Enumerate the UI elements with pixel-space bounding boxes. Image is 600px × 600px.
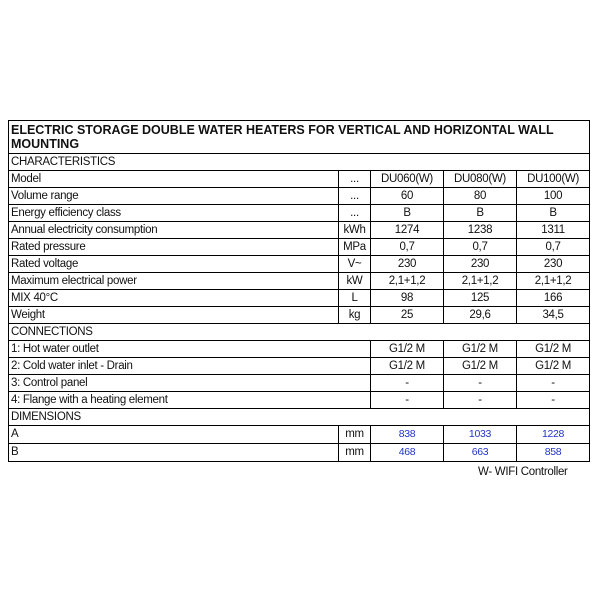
cell-du060: DU060(W) xyxy=(371,171,444,188)
dimensions-heading: DIMENSIONS xyxy=(9,409,590,426)
wifi-footnote: W- WIFI Controller xyxy=(478,466,568,478)
cell-du100: 100 xyxy=(517,188,590,205)
row-label: Rated pressure xyxy=(9,239,339,256)
row-label: 2: Cold water inlet - Drain xyxy=(9,358,371,375)
cell-du080: 1033 xyxy=(444,426,517,444)
table-title: ELECTRIC STORAGE DOUBLE WATER HEATERS FOR VERTICAL AND HORIZONTAL WALL MOUNTING xyxy=(9,121,590,154)
table-row xyxy=(9,290,590,307)
table-row xyxy=(9,239,590,256)
table-row xyxy=(9,222,590,239)
row-label: 1: Hot water outlet xyxy=(9,341,371,358)
row-unit: L xyxy=(339,290,371,307)
cell-du100: 230 xyxy=(517,256,590,273)
row-unit: kW xyxy=(339,273,371,290)
cell-du100: 166 xyxy=(517,290,590,307)
cell-du100: G1/2 M xyxy=(517,341,590,358)
row-label: Volume range xyxy=(9,188,339,205)
row-label: Maximum electrical power xyxy=(9,273,339,290)
row-label: MIX 40°C xyxy=(9,290,339,307)
section-header xyxy=(9,154,590,171)
cell-du060: 1274 xyxy=(371,222,444,239)
spec-sheet xyxy=(8,120,589,462)
cell-du060: - xyxy=(371,375,444,392)
cell-du100: 34,5 xyxy=(517,307,590,324)
row-unit: ... xyxy=(339,188,371,205)
spec-table xyxy=(8,120,590,462)
cell-du060: 0,7 xyxy=(371,239,444,256)
cell-du100: 858 xyxy=(517,444,590,462)
cell-du080: 125 xyxy=(444,290,517,307)
table-row xyxy=(9,205,590,222)
table-row xyxy=(9,171,590,188)
row-unit: kWh xyxy=(339,222,371,239)
cell-du060: 838 xyxy=(371,426,444,444)
table-row xyxy=(9,273,590,290)
cell-du060: 25 xyxy=(371,307,444,324)
cell-du100: 2,1+1,2 xyxy=(517,273,590,290)
cell-du060: G1/2 M xyxy=(371,341,444,358)
cell-du080: 2,1+1,2 xyxy=(444,273,517,290)
cell-du100: DU100(W) xyxy=(517,171,590,188)
row-label: B xyxy=(9,444,339,462)
title-row xyxy=(9,121,590,154)
row-label: A xyxy=(9,426,339,444)
cell-du060: - xyxy=(371,392,444,409)
row-label: 3: Control panel xyxy=(9,375,371,392)
row-unit: ... xyxy=(339,205,371,222)
cell-du060: 468 xyxy=(371,444,444,462)
table-row xyxy=(9,341,590,358)
table-row xyxy=(9,444,590,462)
cell-du100: 1228 xyxy=(517,426,590,444)
row-unit: kg xyxy=(339,307,371,324)
characteristics-heading: CHARACTERISTICS xyxy=(9,154,590,171)
row-unit: mm xyxy=(339,426,371,444)
row-unit: mm xyxy=(339,444,371,462)
cell-du080: 663 xyxy=(444,444,517,462)
cell-du080: 230 xyxy=(444,256,517,273)
section-header xyxy=(9,324,590,341)
table-row xyxy=(9,426,590,444)
cell-du080: DU080(W) xyxy=(444,171,517,188)
row-label: Rated voltage xyxy=(9,256,339,273)
cell-du100: - xyxy=(517,375,590,392)
cell-du080: 0,7 xyxy=(444,239,517,256)
cell-du100: - xyxy=(517,392,590,409)
cell-du080: - xyxy=(444,392,517,409)
cell-du080: - xyxy=(444,375,517,392)
cell-du060: 60 xyxy=(371,188,444,205)
row-unit: V~ xyxy=(339,256,371,273)
section-header xyxy=(9,409,590,426)
row-label: Model xyxy=(9,171,339,188)
cell-du080: G1/2 M xyxy=(444,341,517,358)
table-row xyxy=(9,256,590,273)
cell-du100: 1311 xyxy=(517,222,590,239)
cell-du060: 98 xyxy=(371,290,444,307)
cell-du100: 0,7 xyxy=(517,239,590,256)
cell-du060: G1/2 M xyxy=(371,358,444,375)
table-row xyxy=(9,375,590,392)
row-unit: ... xyxy=(339,171,371,188)
cell-du060: 230 xyxy=(371,256,444,273)
cell-du080: 1238 xyxy=(444,222,517,239)
cell-du080: 80 xyxy=(444,188,517,205)
row-label: Annual electricity consumption xyxy=(9,222,339,239)
row-unit: MPa xyxy=(339,239,371,256)
cell-du080: 29,6 xyxy=(444,307,517,324)
cell-du080: B xyxy=(444,205,517,222)
cell-du100: B xyxy=(517,205,590,222)
row-label: 4: Flange with a heating element xyxy=(9,392,371,409)
cell-du060: 2,1+1,2 xyxy=(371,273,444,290)
table-row xyxy=(9,188,590,205)
cell-du080: G1/2 M xyxy=(444,358,517,375)
row-label: Weight xyxy=(9,307,339,324)
table-row xyxy=(9,358,590,375)
table-row xyxy=(9,307,590,324)
connections-heading: CONNECTIONS xyxy=(9,324,590,341)
row-label: Energy efficiency class xyxy=(9,205,339,222)
cell-du060: B xyxy=(371,205,444,222)
cell-du100: G1/2 M xyxy=(517,358,590,375)
table-row xyxy=(9,392,590,409)
